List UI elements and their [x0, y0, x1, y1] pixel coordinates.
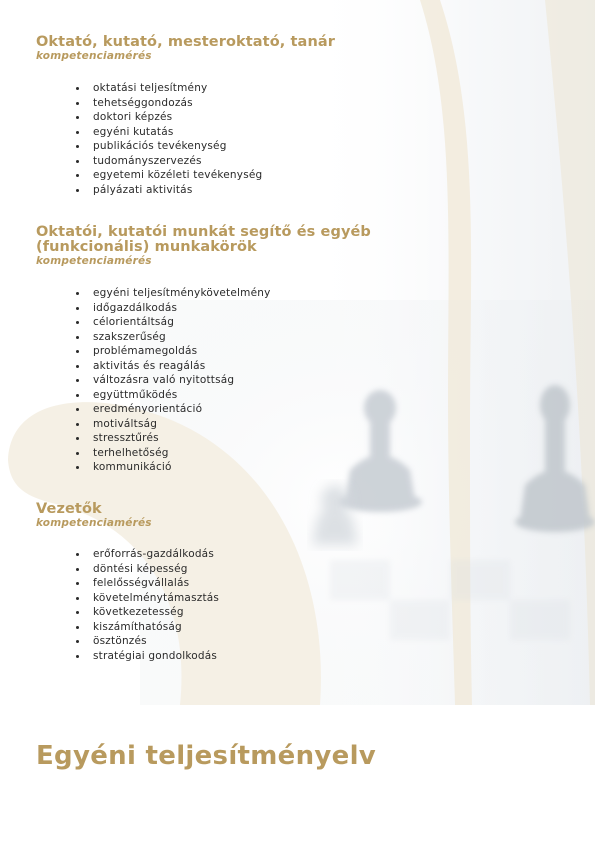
list-item: problémamegoldás: [76, 344, 271, 359]
list-item: következetesség: [76, 605, 219, 620]
list-item: döntési képesség: [76, 562, 219, 577]
section-title: [36, 225, 456, 255]
section-title: Oktató, kutató, mesteroktató, tanár: [36, 34, 336, 50]
section-instructors: [36, 35, 456, 63]
section-subtitle: kompetenciamérés: [36, 517, 152, 529]
section-support-staff: [36, 225, 456, 268]
list-item: egyéni kutatás: [76, 125, 262, 140]
section-leaders: [36, 502, 456, 530]
list-item: motiváltság: [76, 417, 271, 432]
section-title-line1: Oktatói, kutatói munkát segítő és egyéb: [36, 224, 371, 240]
section-title-line2: (funkcionális) munkakörök: [36, 239, 257, 255]
list-item: felelősségvállalás: [76, 576, 219, 591]
section-subtitle: kompetenciamérés: [36, 255, 152, 267]
list-item: pályázati aktivitás: [76, 183, 262, 198]
list-item: változásra való nyitottság: [76, 373, 271, 388]
list-item: aktivitás és reagálás: [76, 359, 271, 374]
list-item: ösztönzés: [76, 634, 219, 649]
list-item: szakszerűség: [76, 330, 271, 345]
list-item: eredményorientáció: [76, 402, 271, 417]
list-item: együttműködés: [76, 388, 271, 403]
competency-list: [76, 286, 271, 475]
list-item: kiszámíthatóság: [76, 620, 219, 635]
list-item: követelménytámasztás: [76, 591, 219, 606]
list-item: publikációs tevékenység: [76, 139, 262, 154]
list-item: doktori képzés: [76, 110, 262, 125]
list-item: célorientáltság: [76, 315, 271, 330]
list-item: terhelhetőség: [76, 446, 271, 461]
list-item: tehetséggondozás: [76, 96, 262, 111]
list-item: oktatási teljesítmény: [76, 81, 262, 96]
list-item: erőforrás-gazdálkodás: [76, 547, 219, 562]
list-item: időgazdálkodás: [76, 301, 271, 316]
list-item: kommunikáció: [76, 460, 271, 475]
list-item: tudományszervezés: [76, 154, 262, 169]
competency-list: [76, 547, 219, 663]
competency-list: [76, 81, 262, 197]
list-item: egyéni teljesítménykövetelmény: [76, 286, 271, 301]
section-subtitle: kompetenciamérés: [36, 50, 152, 62]
list-item: stratégiai gondolkodás: [76, 649, 219, 664]
page-heading: Egyéni teljesítményelv: [36, 741, 377, 771]
section-title: Vezetők: [36, 501, 102, 517]
list-item: egyetemi közéleti tevékenység: [76, 168, 262, 183]
list-item: stressztűrés: [76, 431, 271, 446]
